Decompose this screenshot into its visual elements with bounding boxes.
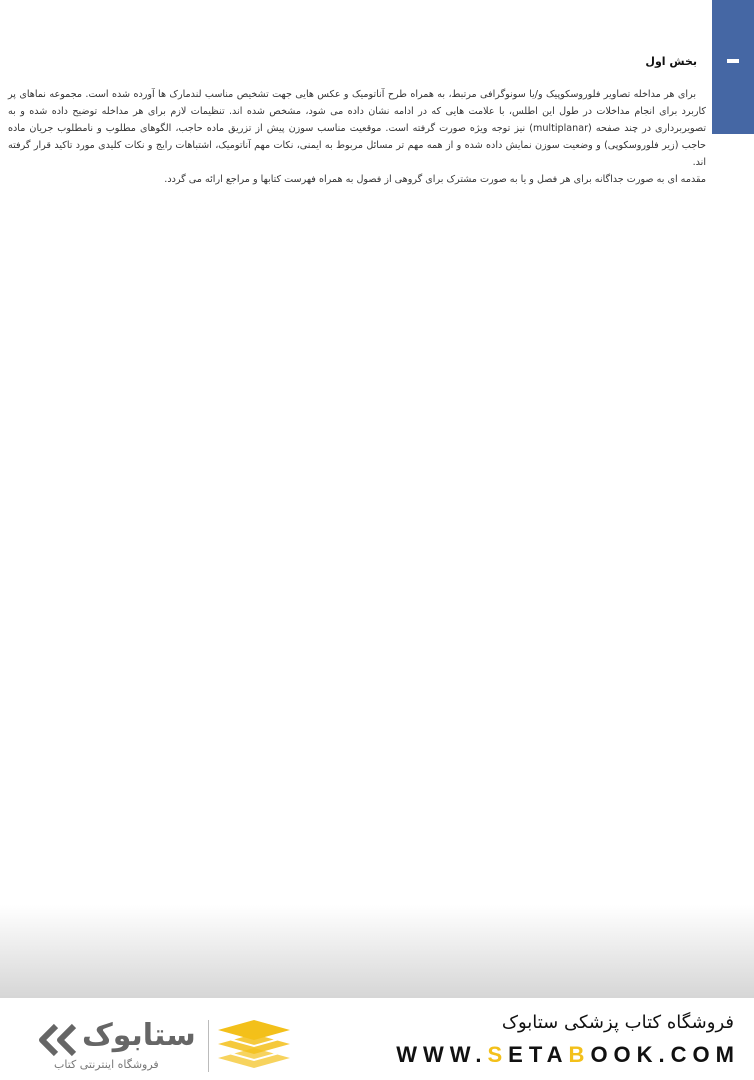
url-highlight-b: B: [568, 1042, 591, 1067]
store-title: فروشگاه کتاب پزشکی ستابوک: [501, 1012, 734, 1033]
logo-subtitle: فروشگاه اینترنتی کتاب: [54, 1058, 159, 1071]
book-stack-icon: [216, 1020, 292, 1076]
section-title: بخش اول: [645, 55, 697, 68]
side-tab-dash: [727, 59, 739, 63]
url-part-3: OOK.COM: [590, 1042, 740, 1067]
url-highlight-s: S: [487, 1042, 509, 1067]
logo-name: ستابوک: [82, 1018, 196, 1053]
logo-divider: [208, 1020, 209, 1072]
url-part-2: ETA: [508, 1042, 569, 1067]
setabook-logo: [36, 1016, 296, 1076]
chevron-left-icon: [36, 1020, 82, 1060]
url-part-1: WWW.: [396, 1042, 488, 1067]
paragraph-2: مقدمه ای به صورت جداگانه برای هر فصل و یا به صورت مشترک برای گروهی از فصول به همراه فهرست کتابها و مراجع ارائه می گردد.: [164, 174, 706, 185]
paragraph-1: برای هر مداخله تصاویر فلوروسکوپیک و/یا سونوگرافی مرتبط، به همراه طرح آناتومیک و عکس هایی جهت تشخیص مناسب لندمارک ها آورده شده است. مجموعه نماهای پر کاربرد برای انجام مداخلات در طول این اطلس، با علامت هایی که در ادامه نشان داده می شود، مشخص شده اند. تنظیمات لازم برای هر مداخله توضیح داده شده و به تصویربرداری در چند صفحه (multiplanar) نیز توجه ویژه صورت گرفته است. موقعیت مناسب سوزن پیش از تزریق ماده حاجب، الگوهای مطلوب و نامطلوب جریان ماده حاجب (زیر فلوروسکوپی) و وضعیت سوزن نمایش داده شده و از همه مهم تر مسائل مربوط به ایمنی، نکات مهم آناتومیک، اشتباهات رایج و نکات کلیدی مورد تاکید قرار گرفته اند.: [8, 89, 706, 168]
bottom-gradient: [0, 905, 754, 998]
footer-banner: [0, 998, 754, 1080]
body-text: [8, 86, 706, 188]
store-url[interactable]: [396, 1042, 740, 1068]
chapter-side-tab: [712, 0, 754, 134]
